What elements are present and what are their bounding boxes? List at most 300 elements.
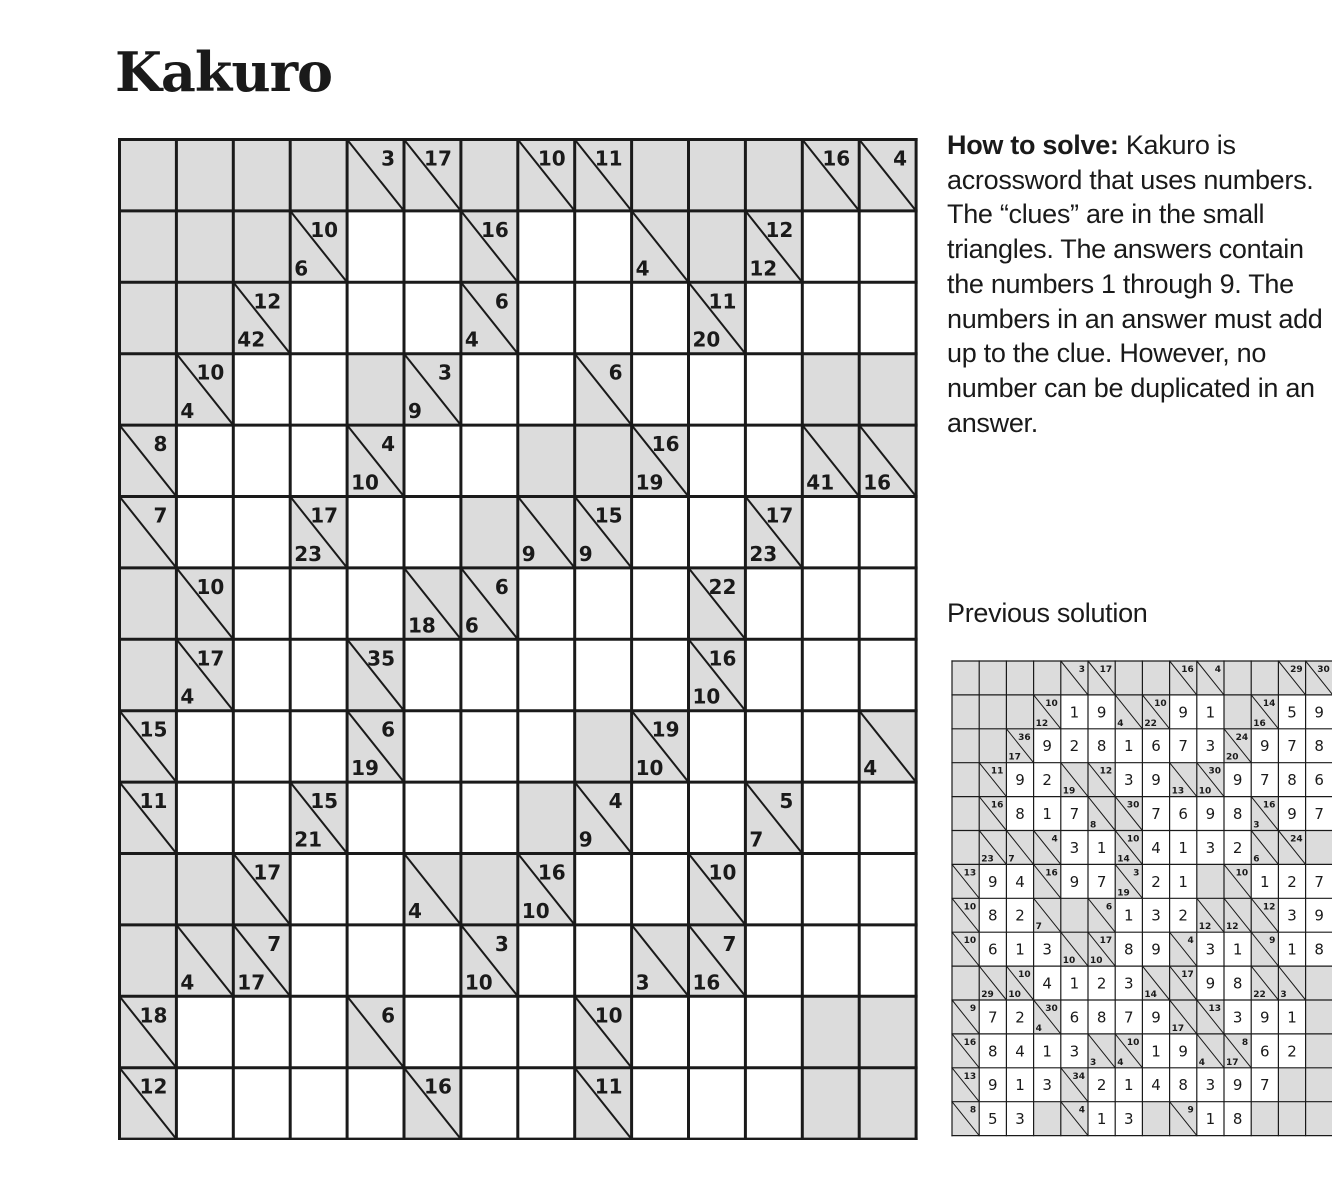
clue-cell: [404, 354, 461, 425]
answer-cell[interactable]: [176, 996, 233, 1067]
blank-cell: [120, 354, 177, 425]
solution-digit: 1: [1124, 737, 1134, 756]
clue-cell: [1306, 661, 1332, 695]
answer-cell[interactable]: [404, 211, 461, 282]
clue-cell: [689, 925, 746, 996]
across-clue: 17: [253, 860, 282, 885]
answer-cell[interactable]: [347, 1068, 404, 1139]
answer-cell[interactable]: [745, 639, 802, 710]
answer-cell[interactable]: [347, 854, 404, 925]
blank-cell: [1197, 864, 1224, 898]
clue-cell: [347, 425, 404, 496]
answer-cell[interactable]: [689, 782, 746, 853]
down-clue: 6: [1253, 854, 1260, 865]
answer-cell[interactable]: [176, 497, 233, 568]
clue-cell: [745, 782, 802, 853]
blank-cell: [233, 140, 290, 211]
solution-cell: [1197, 932, 1224, 966]
answer-cell[interactable]: [461, 1068, 518, 1139]
answer-cell[interactable]: [233, 1068, 290, 1139]
answer-cell[interactable]: [290, 639, 347, 710]
down-clue: 23: [981, 854, 994, 865]
clue-cell: [1170, 661, 1197, 695]
answer-cell[interactable]: [518, 282, 575, 353]
solution-cell: [1306, 898, 1332, 932]
solution-digit: 8: [1232, 974, 1243, 993]
answer-cell[interactable]: [518, 354, 575, 425]
across-clue: 11: [594, 146, 623, 171]
clue-cell: [290, 782, 347, 853]
blank-cell: [952, 763, 979, 797]
solution-cell: [1224, 831, 1251, 865]
answer-cell[interactable]: [290, 568, 347, 639]
clue-cell: [176, 354, 233, 425]
solution-digit: 9: [1178, 1042, 1188, 1061]
down-clue: 17: [237, 970, 266, 995]
answer-cell[interactable]: [859, 211, 916, 282]
solution-cell: [979, 898, 1006, 932]
solution-digit: 7: [1178, 737, 1188, 756]
answer-cell[interactable]: [575, 854, 632, 925]
down-clue: 9: [408, 399, 422, 424]
across-clue: 8: [1241, 1037, 1249, 1048]
across-clue: 17: [765, 503, 794, 528]
answer-cell[interactable]: [233, 497, 290, 568]
solution-digit: 3: [1205, 737, 1216, 756]
down-clue: 12: [1035, 718, 1049, 729]
solution-cell: [1142, 729, 1169, 763]
clue-cell: [1170, 966, 1197, 1000]
answer-cell[interactable]: [176, 782, 233, 853]
across-clue: 16: [822, 146, 851, 171]
answer-cell[interactable]: [518, 1068, 575, 1139]
solution-digit: 7: [1260, 1076, 1270, 1095]
clue-cell: [1061, 1068, 1088, 1102]
answer-cell[interactable]: [461, 996, 518, 1067]
solution-cell: [1278, 797, 1305, 831]
solution-cell: [1115, 763, 1142, 797]
across-clue: 10: [1018, 970, 1031, 981]
solution-cell: [1251, 729, 1278, 763]
answer-cell[interactable]: [347, 497, 404, 568]
solution-cell: [1142, 763, 1169, 797]
solution-digit: 1: [1042, 1042, 1052, 1061]
blank-cell: [176, 282, 233, 353]
solution-digit: 1: [1178, 872, 1188, 891]
clue-cell: [120, 1068, 177, 1139]
answer-cell[interactable]: [233, 782, 290, 853]
answer-cell[interactable]: [290, 996, 347, 1067]
blank-cell: [290, 140, 347, 211]
solution-cell: [1170, 864, 1197, 898]
solution-digit: 7: [1151, 804, 1161, 823]
answer-cell[interactable]: [290, 282, 347, 353]
down-clue: 4: [180, 684, 195, 709]
solution-cell: [1034, 763, 1061, 797]
solution-digit: 1: [1096, 1110, 1107, 1129]
answer-cell[interactable]: [290, 354, 347, 425]
answer-cell[interactable]: [518, 711, 575, 782]
solution-digit: 2: [1042, 771, 1052, 790]
answer-cell[interactable]: [859, 282, 916, 353]
answer-cell[interactable]: [632, 497, 689, 568]
solution-cell: [1170, 729, 1197, 763]
answer-cell[interactable]: [347, 211, 404, 282]
clue-cell: [1115, 831, 1142, 865]
answer-cell[interactable]: [859, 782, 916, 853]
clue-cell: [1251, 898, 1278, 932]
clue-cell: [404, 854, 461, 925]
answer-cell[interactable]: [689, 711, 746, 782]
answer-cell[interactable]: [802, 854, 859, 925]
solution-cell: [1278, 695, 1305, 729]
across-clue: 9: [1269, 936, 1276, 947]
answer-cell[interactable]: [632, 1068, 689, 1139]
solution-digit: 8: [1314, 940, 1324, 959]
solution-digit: 9: [1232, 771, 1243, 790]
across-clue: 36: [1018, 732, 1031, 743]
clue-cell: [1006, 729, 1033, 763]
down-clue: 7: [1035, 922, 1042, 933]
solution-cell: [1278, 864, 1305, 898]
across-clue: 10: [196, 574, 225, 599]
down-clue: 4: [180, 399, 195, 424]
across-clue: 6: [608, 360, 623, 385]
clue-cell: [404, 140, 461, 211]
blank-cell: [1306, 1102, 1332, 1136]
solution-digit: 8: [988, 906, 998, 925]
across-clue: 10: [196, 360, 225, 385]
blank-cell: [461, 854, 518, 925]
answer-cell[interactable]: [802, 497, 859, 568]
down-clue: 12: [1198, 922, 1212, 933]
answer-cell[interactable]: [347, 782, 404, 853]
down-clue: 7: [1008, 854, 1015, 865]
answer-cell[interactable]: [745, 425, 802, 496]
blank-cell: [1306, 1068, 1332, 1102]
solution-digit: 1: [1096, 838, 1107, 857]
across-clue: 4: [1214, 665, 1221, 675]
across-clue: 10: [1126, 1037, 1140, 1048]
blank-cell: [120, 925, 177, 996]
solution-cell: [1088, 864, 1115, 898]
across-clue: 18: [139, 1003, 168, 1028]
solution-cell: [1115, 1102, 1142, 1136]
answer-cell[interactable]: [461, 354, 518, 425]
clue-cell: [1251, 966, 1278, 1000]
answer-cell[interactable]: [575, 639, 632, 710]
solution-cell: [979, 1000, 1006, 1034]
across-clue: 29: [1290, 665, 1303, 675]
answer-cell[interactable]: [745, 354, 802, 425]
answer-cell[interactable]: [518, 925, 575, 996]
answer-cell[interactable]: [290, 1068, 347, 1139]
solution-cell: [1061, 831, 1088, 865]
across-clue: 4: [608, 789, 623, 814]
solution-cell: [1224, 797, 1251, 831]
solution-digit: 8: [1314, 737, 1324, 756]
across-clue: 16: [480, 217, 509, 242]
solution-digit: 6: [1151, 737, 1161, 756]
solution-cell: [1006, 898, 1033, 932]
clue-cell: [859, 425, 916, 496]
solution-cell: [1088, 966, 1115, 1000]
down-clue: 16: [1253, 718, 1266, 729]
clue-cell: [233, 854, 290, 925]
down-clue: 22: [1144, 718, 1157, 729]
blank-cell: [952, 831, 979, 865]
answer-cell[interactable]: [802, 925, 859, 996]
answer-cell[interactable]: [632, 996, 689, 1067]
solution-digit: 2: [1015, 1008, 1025, 1027]
clue-cell: [1061, 1102, 1088, 1136]
previous-solution-label: Previous solution: [947, 598, 1148, 628]
across-clue: 10: [594, 1003, 623, 1028]
solution-cell: [1142, 797, 1169, 831]
answer-cell[interactable]: [290, 925, 347, 996]
answer-cell[interactable]: [802, 568, 859, 639]
solution-cell: [1278, 729, 1305, 763]
down-clue: 10: [464, 970, 493, 995]
answer-cell[interactable]: [518, 568, 575, 639]
answer-cell[interactable]: [176, 425, 233, 496]
solution-digit: 6: [1178, 804, 1188, 823]
down-clue: 3: [1280, 990, 1287, 1000]
answer-cell[interactable]: [802, 211, 859, 282]
answer-cell[interactable]: [233, 354, 290, 425]
main-kakuro-grid[interactable]: [118, 138, 918, 1140]
clue-cell: [518, 497, 575, 568]
solution-cell: [1006, 1000, 1033, 1034]
answer-cell[interactable]: [404, 425, 461, 496]
across-clue: 14: [1262, 698, 1276, 709]
answer-cell[interactable]: [518, 639, 575, 710]
answer-cell[interactable]: [575, 211, 632, 282]
solution-digit: 3: [1205, 838, 1216, 857]
solution-cell: [1224, 1000, 1251, 1034]
answer-cell[interactable]: [404, 925, 461, 996]
solution-digit: 1: [1260, 872, 1270, 891]
answer-cell[interactable]: [632, 782, 689, 853]
blank-cell: [1224, 661, 1251, 695]
answer-cell[interactable]: [347, 282, 404, 353]
blank-cell: [518, 425, 575, 496]
across-clue: 17: [424, 146, 452, 171]
solution-cell: [1170, 831, 1197, 865]
answer-cell[interactable]: [404, 711, 461, 782]
down-clue: 9: [521, 541, 536, 566]
clue-cell: [1197, 1000, 1224, 1034]
answer-cell[interactable]: [575, 282, 632, 353]
solution-cell: [1306, 932, 1332, 966]
answer-cell[interactable]: [689, 354, 746, 425]
answer-cell[interactable]: [518, 996, 575, 1067]
clue-cell: [290, 211, 347, 282]
answer-cell[interactable]: [689, 425, 746, 496]
answer-cell[interactable]: [745, 1068, 802, 1139]
down-clue: 10: [1062, 956, 1076, 967]
clue-cell: [404, 568, 461, 639]
solution-cell: [1006, 1102, 1033, 1136]
answer-cell[interactable]: [461, 782, 518, 853]
down-clue: 17: [1008, 752, 1021, 763]
answer-cell[interactable]: [461, 711, 518, 782]
answer-cell[interactable]: [404, 639, 461, 710]
down-clue: 20: [692, 327, 721, 352]
answer-cell[interactable]: [802, 782, 859, 853]
solution-cell: [1034, 966, 1061, 1000]
answer-cell[interactable]: [802, 711, 859, 782]
answer-cell[interactable]: [575, 568, 632, 639]
answer-cell[interactable]: [859, 568, 916, 639]
down-clue: 8: [1090, 820, 1097, 831]
answer-cell[interactable]: [404, 497, 461, 568]
solution-digit: 8: [1096, 737, 1107, 756]
blank-cell: [1278, 1068, 1305, 1102]
answer-cell[interactable]: [745, 282, 802, 353]
clue-cell: [952, 932, 979, 966]
clue-cell: [952, 898, 979, 932]
answer-cell[interactable]: [632, 854, 689, 925]
blank-cell: [802, 996, 859, 1067]
solution-cell: [1115, 966, 1142, 1000]
down-clue: 19: [1062, 786, 1076, 797]
answer-cell[interactable]: [233, 568, 290, 639]
clue-cell: [1115, 864, 1142, 898]
down-clue: 17: [1226, 1057, 1239, 1068]
blank-cell: [518, 782, 575, 853]
answer-cell[interactable]: [802, 282, 859, 353]
answer-cell[interactable]: [404, 282, 461, 353]
solution-digit: 8: [1096, 1008, 1107, 1027]
blank-cell: [575, 711, 632, 782]
answer-cell[interactable]: [290, 425, 347, 496]
clue-cell: [802, 140, 859, 211]
across-clue: 13: [963, 868, 977, 879]
solution-digit: 3: [1205, 1076, 1216, 1095]
clue-cell: [233, 925, 290, 996]
answer-cell[interactable]: [745, 996, 802, 1067]
clue-cell: [1278, 661, 1305, 695]
answer-cell[interactable]: [859, 854, 916, 925]
solution-cell: [1142, 1000, 1169, 1034]
blank-cell: [689, 211, 746, 282]
answer-cell[interactable]: [745, 925, 802, 996]
down-clue: 4: [464, 327, 479, 352]
answer-cell[interactable]: [461, 425, 518, 496]
solution-cell: [1224, 1068, 1251, 1102]
answer-cell[interactable]: [518, 211, 575, 282]
across-clue: 7: [267, 931, 282, 956]
blank-cell: [176, 140, 233, 211]
blank-cell: [1306, 831, 1332, 865]
solution-cell: [1278, 898, 1305, 932]
answer-cell[interactable]: [632, 568, 689, 639]
down-clue: 10: [692, 684, 721, 709]
across-clue: 17: [196, 646, 225, 671]
down-clue: 4: [1035, 1023, 1042, 1034]
answer-cell[interactable]: [632, 639, 689, 710]
answer-cell[interactable]: [461, 639, 518, 710]
answer-cell[interactable]: [745, 711, 802, 782]
answer-cell[interactable]: [404, 782, 461, 853]
solution-cell: [1088, 831, 1115, 865]
clue-cell: [689, 282, 746, 353]
answer-cell[interactable]: [802, 639, 859, 710]
answer-cell[interactable]: [233, 639, 290, 710]
down-clue: 4: [1198, 1057, 1206, 1068]
across-clue: 10: [1235, 868, 1249, 879]
answer-cell[interactable]: [689, 497, 746, 568]
instructions-panel: [947, 128, 1327, 440]
clue-cell: [120, 782, 177, 853]
solution-cell: [1115, 729, 1142, 763]
answer-cell[interactable]: [233, 711, 290, 782]
answer-cell[interactable]: [632, 354, 689, 425]
solution-digit: 7: [1069, 804, 1080, 823]
solution-cell: [1088, 1102, 1115, 1136]
across-clue: 16: [1045, 868, 1058, 879]
answer-cell[interactable]: [404, 996, 461, 1067]
solution-digit: 2: [1287, 872, 1297, 891]
answer-cell[interactable]: [233, 425, 290, 496]
answer-cell[interactable]: [745, 568, 802, 639]
blank-cell: [1142, 661, 1169, 695]
solution-digit: 9: [1151, 1008, 1161, 1027]
across-clue: 10: [1126, 834, 1140, 845]
solution-cell: [1197, 1068, 1224, 1102]
answer-cell[interactable]: [347, 925, 404, 996]
blank-cell: [1061, 898, 1088, 932]
solution-digit: 1: [1124, 1076, 1134, 1095]
answer-cell[interactable]: [575, 925, 632, 996]
solution-digit: 7: [1287, 737, 1297, 756]
answer-cell[interactable]: [290, 711, 347, 782]
answer-cell[interactable]: [859, 497, 916, 568]
answer-cell[interactable]: [632, 282, 689, 353]
solution-cell: [1034, 1068, 1061, 1102]
answer-cell[interactable]: [176, 711, 233, 782]
answer-cell[interactable]: [290, 854, 347, 925]
answer-cell[interactable]: [347, 568, 404, 639]
across-clue: 12: [139, 1074, 168, 1099]
solution-cell: [1034, 1034, 1061, 1068]
answer-cell[interactable]: [689, 996, 746, 1067]
down-clue: 12: [749, 256, 778, 281]
answer-cell[interactable]: [859, 639, 916, 710]
answer-cell[interactable]: [859, 925, 916, 996]
clue-cell: [1251, 932, 1278, 966]
solution-cell: [1197, 695, 1224, 729]
across-clue: 30: [1045, 1004, 1058, 1014]
answer-cell[interactable]: [233, 996, 290, 1067]
clue-cell: [1170, 1000, 1197, 1034]
answer-cell[interactable]: [745, 854, 802, 925]
answer-cell[interactable]: [176, 1068, 233, 1139]
solution-digit: 2: [1151, 872, 1161, 891]
clue-cell: [1034, 864, 1061, 898]
blank-cell: [859, 1068, 916, 1139]
clue-cell: [575, 1068, 632, 1139]
blank-cell: [120, 211, 177, 282]
answer-cell[interactable]: [689, 1068, 746, 1139]
blank-cell: [802, 354, 859, 425]
clue-cell: [1088, 797, 1115, 831]
blank-cell: [233, 211, 290, 282]
clue-cell: [1115, 1034, 1142, 1068]
blank-cell: [120, 568, 177, 639]
solution-cell: [1006, 1068, 1033, 1102]
